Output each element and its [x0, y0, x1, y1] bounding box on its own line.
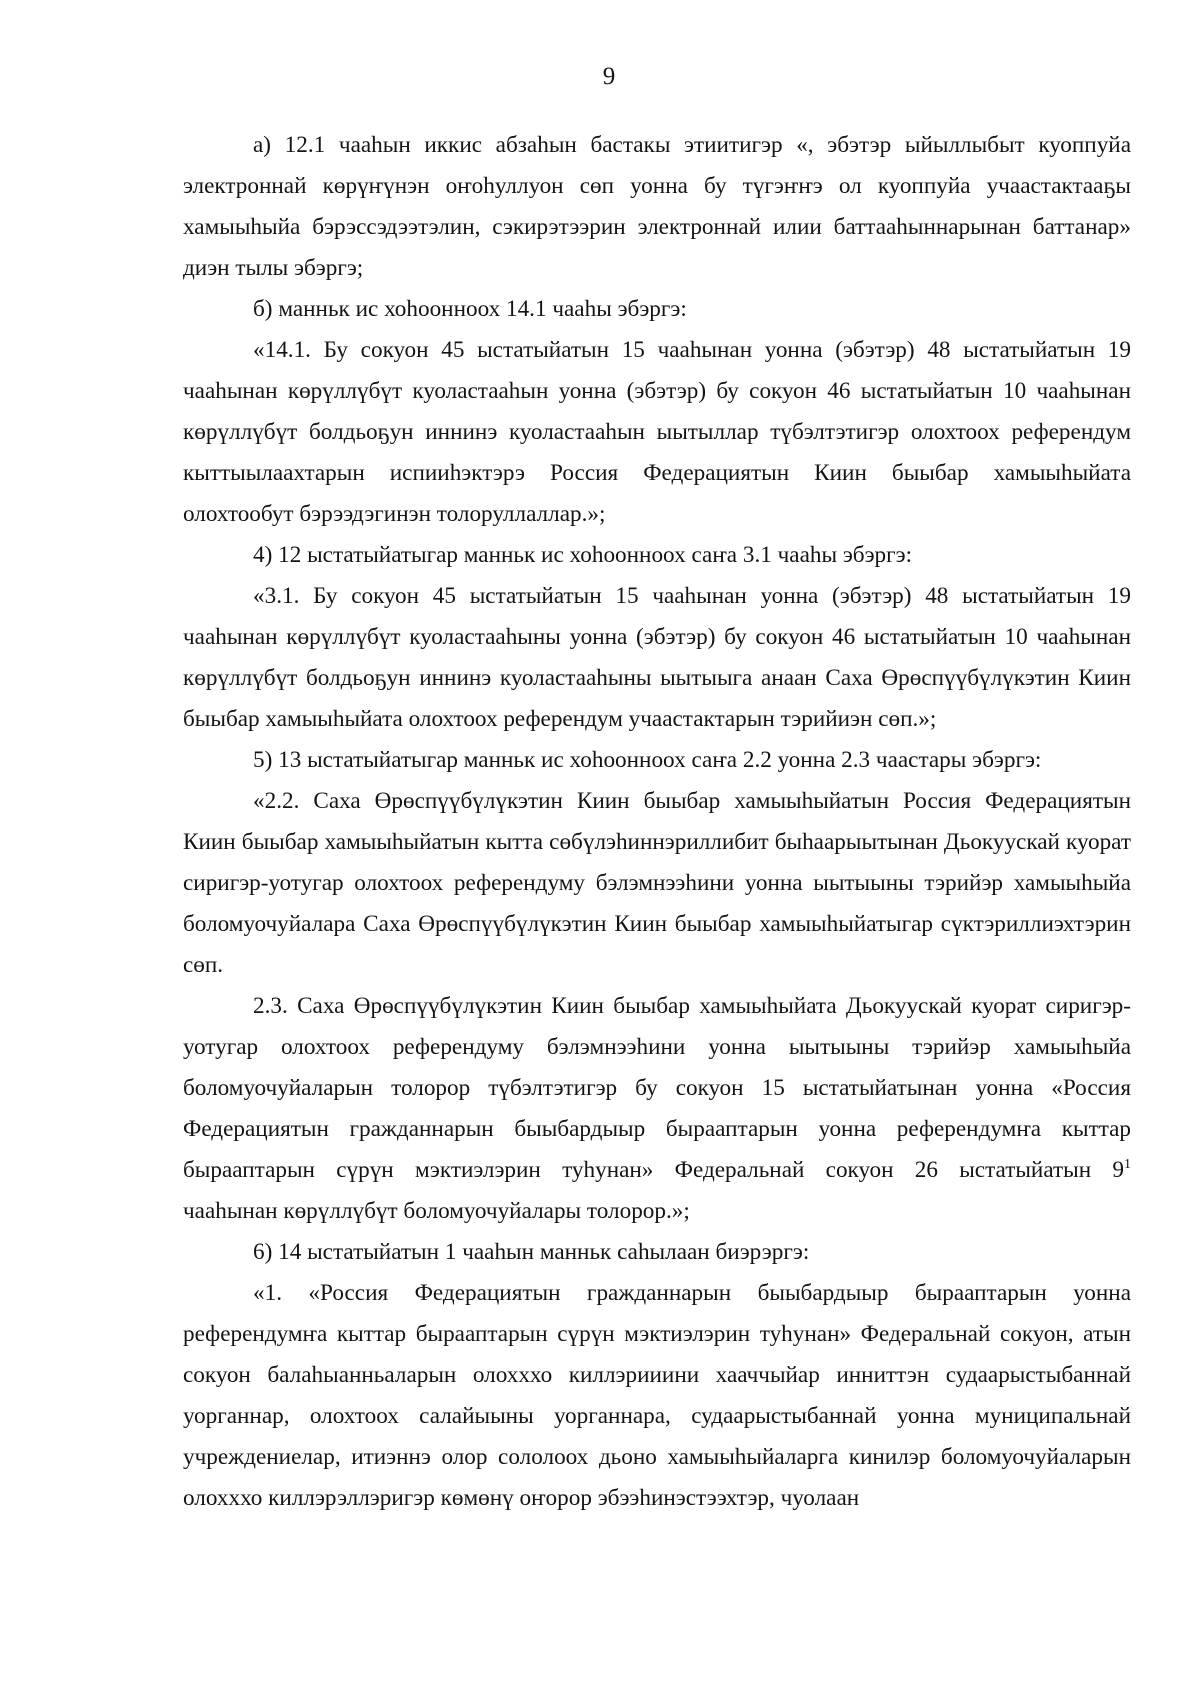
paragraph-item-5: 5) 13 ыстатыйатыгар манньк ис хоһоонноох саҥа 2.2 уонна 2.3 чаастары эбэргэ:: [253, 747, 1042, 773]
paragraph-2-2: «2.2. Саха Өрөспүүбүлүкэтин Киин быыбар хамыыһыйатын Россия Федерациятын Киин быыбар хамыыһыйатын кытта сөбүлэһиннэриллибит быһаарыытынан Дьокуускай куорат сиригэр-уотугар олохтоох референдуму бэлэмнээһини уонна ыытыыны тэрийэр хамыыһыйа боломуочуйалара Саха Өрөспүүбүлүкэтин Киин быыбар хамыыһыйатыгар сүктэриллиэхтэрин сөп.: [183, 788, 1131, 978]
paragraph-14-1: «14.1. Бу сокуон 45 ыстатыйатын 15 чааһынан уонна (эбэтэр) 48 ыстатыйатын 19 чааһынан көрүллүбүт куоластааһын уонна (эбэтэр) бу сокуон 46 ыстатыйатын 10 чааһынан көрүллүбүт болдьоҕун иннинэ куоластааһын ыытыллар түбэлтэтигэр олохтоох референдум кыттыылаахтарын испииһэктэрэ Россия Федерациятын Киин быыбар хамыыһыйата олохтообут бэрээдэгинэн толоруллаллар.»;: [183, 337, 1131, 527]
document-body: [183, 125, 1131, 1519]
paragraph-item-4: 4) 12 ыстатыйатыгар манньк ис хоһоонноох саҥа 3.1 чааһы эбэргэ:: [253, 542, 913, 568]
paragraph-2-3-continuation: чааһынан көрүллүбүт боломуочуйалары толорор.»;: [183, 1198, 690, 1224]
paragraph-2-3: [183, 986, 1131, 1191]
paragraph-b: б) манньк ис хоһоонноох 14.1 чааһы эбэргэ:: [253, 296, 687, 322]
paragraph-2-3-text: 2.3. Саха Өрөспүүбүлүкэтин Киин быыбар хамыыһыйата Дьокуускай куорат сиригэр-уотугар олохтоох референдуму бэлэмнээһини уонна ыытыыны тэрийэр хамыыһыйа боломуочуйаларын толорор түбэлтэтигэр бу сокуон 15 ыстатыйатынан уонна «Россия Федерациятын гражданнарын быыбардыыр бырааптарын уонна референдумҥа кыттар бырааптарын сүрүн мэктиэлэрин туһунан» Федеральнай сокуон 26 ыстатыйатын 9: [183, 993, 1131, 1183]
paragraph-item-6: 6) 14 ыстатыйатын 1 чааһын манньк саһылаан биэрэргэ:: [253, 1239, 810, 1265]
page-number: 9: [602, 63, 616, 90]
footnote-superscript: 1: [1124, 1157, 1131, 1172]
paragraph-1: «1. «Россия Федерациятын гражданнарын быыбардыыр бырааптарын уонна референдумҥа кыттар бырааптарын сүрүн мэктиэлэрин туһунан» Федеральнай сокуон, атын сокуон балаһыанньаларын олохххо киллэрииини хааччыйар инниттэн судаарыстыбаннай уорганнар, олохтоох салайыыны уорганнара, судаарыстыбаннай уонна муниципальнай учреждениелар, итиэннэ олор сололоох дьоно хамыыһыйаларга кинилэр боломуочуйаларын олохххо киллэрэллэригэр көмөнү оҥорор эбээһинэстээхтэр, чуолаан: [183, 1280, 1131, 1511]
paragraph-a: а) 12.1 чааһын иккис абзаһын бастакы этиитигэр «, эбэтэр ыйыллыбыт куоппуйа электроннай көрүҥүнэн оҥоһуллуон сөп уонна бу түгэҥҥэ ол куоппуйа учаастактааҕы хамыыһыйа бэрэссэдээтэлин, сэкирэтээрин электроннай илии баттааһыннарынан баттанар» диэн тылы эбэргэ;: [183, 132, 1131, 281]
paragraph-3-1: «3.1. Бу сокуон 45 ыстатыйатын 15 чааһынан уонна (эбэтэр) 48 ыстатыйатын 19 чааһынан көрүллүбүт куоластааһыны уонна (эбэтэр) бу сокуон 46 ыстатыйатын 10 чааһынан көрүллүбүт болдьоҕун иннинэ куоластааһыны ыытыыга анаан Саха Өрөспүүбүлүкэтин Киин быыбар хамыыһыйата олохтоох референдум учаастактарын тэрийиэн сөп.»;: [183, 583, 1131, 732]
